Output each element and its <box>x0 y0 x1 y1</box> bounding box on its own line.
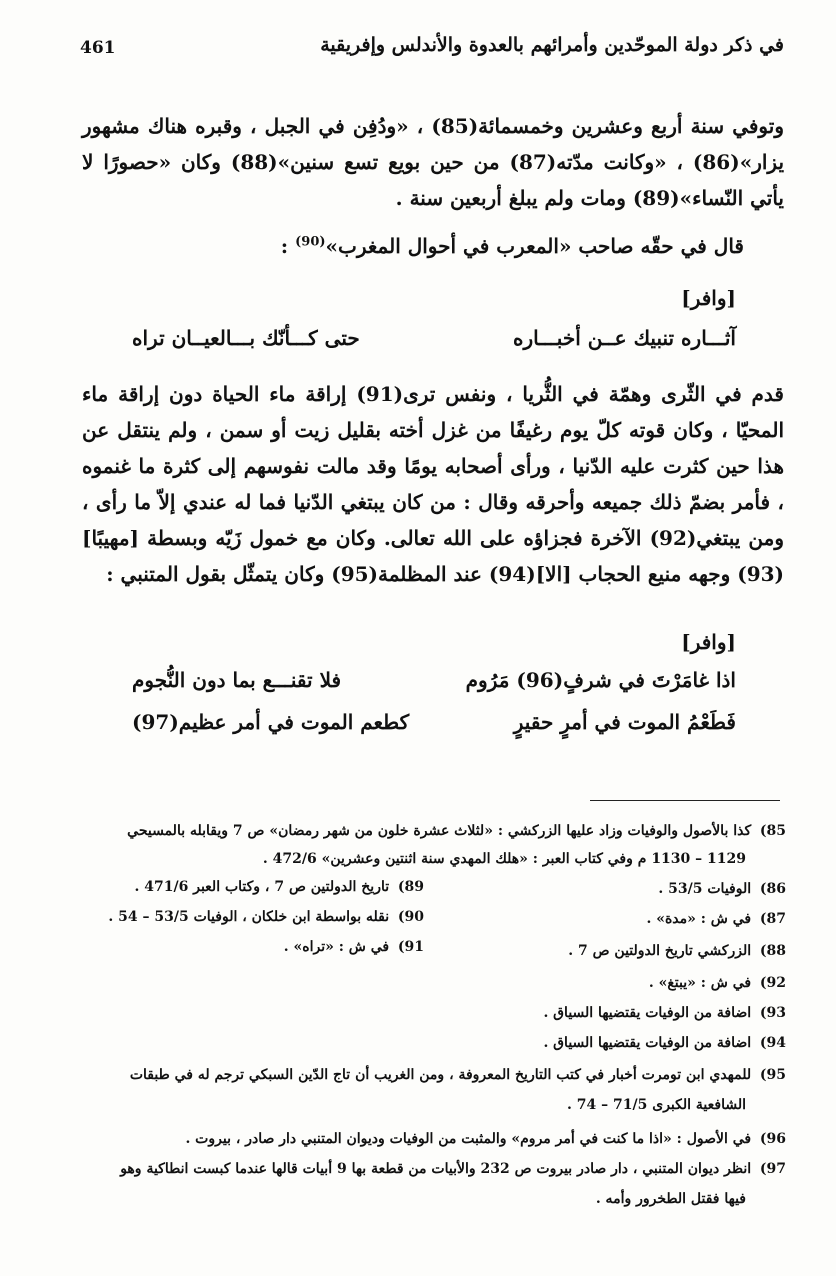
verse-hemistich: فَطَعْمُ الموت في أمرٍ حقيرٍ <box>513 710 736 734</box>
footnote-number: 87) <box>759 911 786 927</box>
paragraph-text: وتوفي سنة أربع وعشرين وخمسمائة(85) ، «ودُفِن في الجبل ، وقبره هناك مشهور يزار»(86) ، «وكانت مدّته(87) من حين بويع تسع سنين»(88) وكان «حصورًا لا يأتي النّساء»(89) ومات ولم يبلغ أربعين سنة . <box>82 114 785 210</box>
footnote-95-continued <box>567 1092 746 1118</box>
footnote-95 <box>130 1062 786 1088</box>
footnote-text: في الأصول : «اذا ما كنت في أمر مروم» والمثبت من الوفيات وديوان المتنبي دار صادر ، بيروت . <box>185 1131 752 1147</box>
footnote-97 <box>120 1156 786 1182</box>
footnote-text: اضافة من الوفيات يقتضيها السياق . <box>543 1035 752 1051</box>
footnote-number: 89) <box>397 879 424 895</box>
footnote-90 <box>108 904 424 930</box>
footnote-text: الشافعية الكبرى 71/5 – 74 . <box>567 1097 746 1113</box>
footnote-93 <box>543 1000 786 1026</box>
footnote-number: 97) <box>759 1161 786 1177</box>
footnote-88 <box>568 938 786 964</box>
footnote-number: 88) <box>759 943 786 959</box>
footnote-91 <box>284 934 424 960</box>
page-header <box>80 34 784 74</box>
footnote-96 <box>185 1126 786 1152</box>
footnote-text: في ش : «يبتغ» . <box>648 975 752 991</box>
footnote-text: اضافة من الوفيات يقتضيها السياق . <box>543 1005 752 1021</box>
footnote-number: 85) <box>759 823 786 839</box>
footnote-number: 91) <box>397 939 424 955</box>
verse-hemistich: فلا تقنـــع بما دون النُّجوم <box>132 668 342 692</box>
verse-hemistich: حتى كـــأنّك بـــالعيــان تراه <box>132 326 360 350</box>
verse-hemistich: كطعم الموت في أمر عظيم(97) <box>132 710 410 734</box>
footnote-number: 96) <box>759 1131 786 1147</box>
footnote-text: في ش : «مدة» . <box>646 911 752 927</box>
footnote-text: كذا بالأصول والوفيات وزاد عليها الزركشي : «لثلاث عشرة خلون من شهر رمضان» ص 7 ويقابله بالمسيحي <box>127 823 752 839</box>
paragraph-quote-intro: قال في حقّه صاحب «المعرب في أحوال المغرب»$^{(90)}$ : <box>280 234 744 258</box>
footnote-text: الوفيات 53/5 . <box>658 881 752 897</box>
footnote-text: انظر ديوان المتنبي ، دار صادر بيروت ص 232 والأبيات من قطعة بها 9 أبيات قالها عندما كبست انطاكية وهو <box>120 1161 752 1177</box>
footnote-number: 95) <box>759 1067 786 1083</box>
footnote-text: فيها فقتل الطخرور وأمه . <box>595 1191 746 1207</box>
footnote-text: نقله بواسطة ابن خلكان ، الوفيات 53/5 – 54 . <box>108 909 390 925</box>
footnote-86 <box>658 876 786 902</box>
verse-hemistich: اذا غامَرْتَ في شرفٍ(96) مَرُوم <box>465 668 736 692</box>
page-number: 461 <box>80 38 116 58</box>
footnote-number: 90) <box>397 909 424 925</box>
footnote-number: 93) <box>759 1005 786 1021</box>
footnote-97-continued <box>596 1186 746 1212</box>
footnote-ref-90: (90) <box>295 234 326 250</box>
running-title: في ذكر دولة الموحّدين وأمرائهم بالعدوة والأندلس وإفريقية <box>320 34 784 56</box>
footnote-92 <box>649 970 786 996</box>
poem-meter-label: [وافر] <box>681 630 736 654</box>
paragraph-description <box>82 376 784 592</box>
paragraph-death-note <box>82 108 784 216</box>
footnote-text: تاريخ الدولتين ص 7 ، وكتاب العبر 471/6 . <box>134 879 390 895</box>
footnote-divider <box>590 800 780 801</box>
paragraph-text: قدم في الثّرى وهمّة في الثُّريا ، ونفس ترى(91) إراقة ماء الحياة دون إراقة ماء المحيّا ، وكان قوته كلّ يوم رغيفًا من غزل أخته بقليل زيت أو سمن ، ولم ينتقل عن هذا حين كثرت عليه الدّنيا ، ورأى أصحابه يومًا وقد مالت نفوسهم إلى كثرة ما غنموه ، فأمر بضمّ ذلك جميعه وأحرقه وقال : من كان يبتغي الدّنيا فما له عندي إلاّ ما رأى ، ومن يبتغي(92) الآخرة فجزاؤه على الله تعالى. وكان مع خمول زَيّه وبسطة [مهيبًا](93) وجهه منيع الحجاب [الا](94) عند المظلمة(95) وكان يتمثّل بقول المتنبي : <box>82 382 784 586</box>
footnote-number: 94) <box>759 1035 786 1051</box>
footnote-number: 92) <box>759 975 786 991</box>
poem-meter-label: [وافر] <box>681 286 736 310</box>
footnote-text: في ش : «تراه» . <box>283 939 390 955</box>
footnote-94 <box>543 1030 786 1056</box>
verse-hemistich: آثـــاره تنبيك عــن أخبـــاره <box>513 326 736 350</box>
footnote-85-continued <box>263 846 746 872</box>
footnote-89 <box>135 874 424 900</box>
paragraph-text: قال في حقّه صاحب «المعرب في أحوال المغرب» <box>325 234 744 258</box>
footnote-text: الزركشي تاريخ الدولتين ص 7 . <box>568 943 752 959</box>
footnote-85 <box>127 818 786 844</box>
footnote-87 <box>646 906 786 932</box>
footnote-number: 86) <box>759 881 786 897</box>
footnote-text: 1129 – 1130 م وفي كتاب العبر : «هلك المهدي سنة اثنتين وعشرين» 472/6 . <box>262 851 746 867</box>
footnote-text: للمهدي ابن تومرت أخبار في كتب التاريخ المعروفة ، ومن الغريب أن تاج الدّين السبكي ترجم له في طبقات <box>129 1067 752 1083</box>
